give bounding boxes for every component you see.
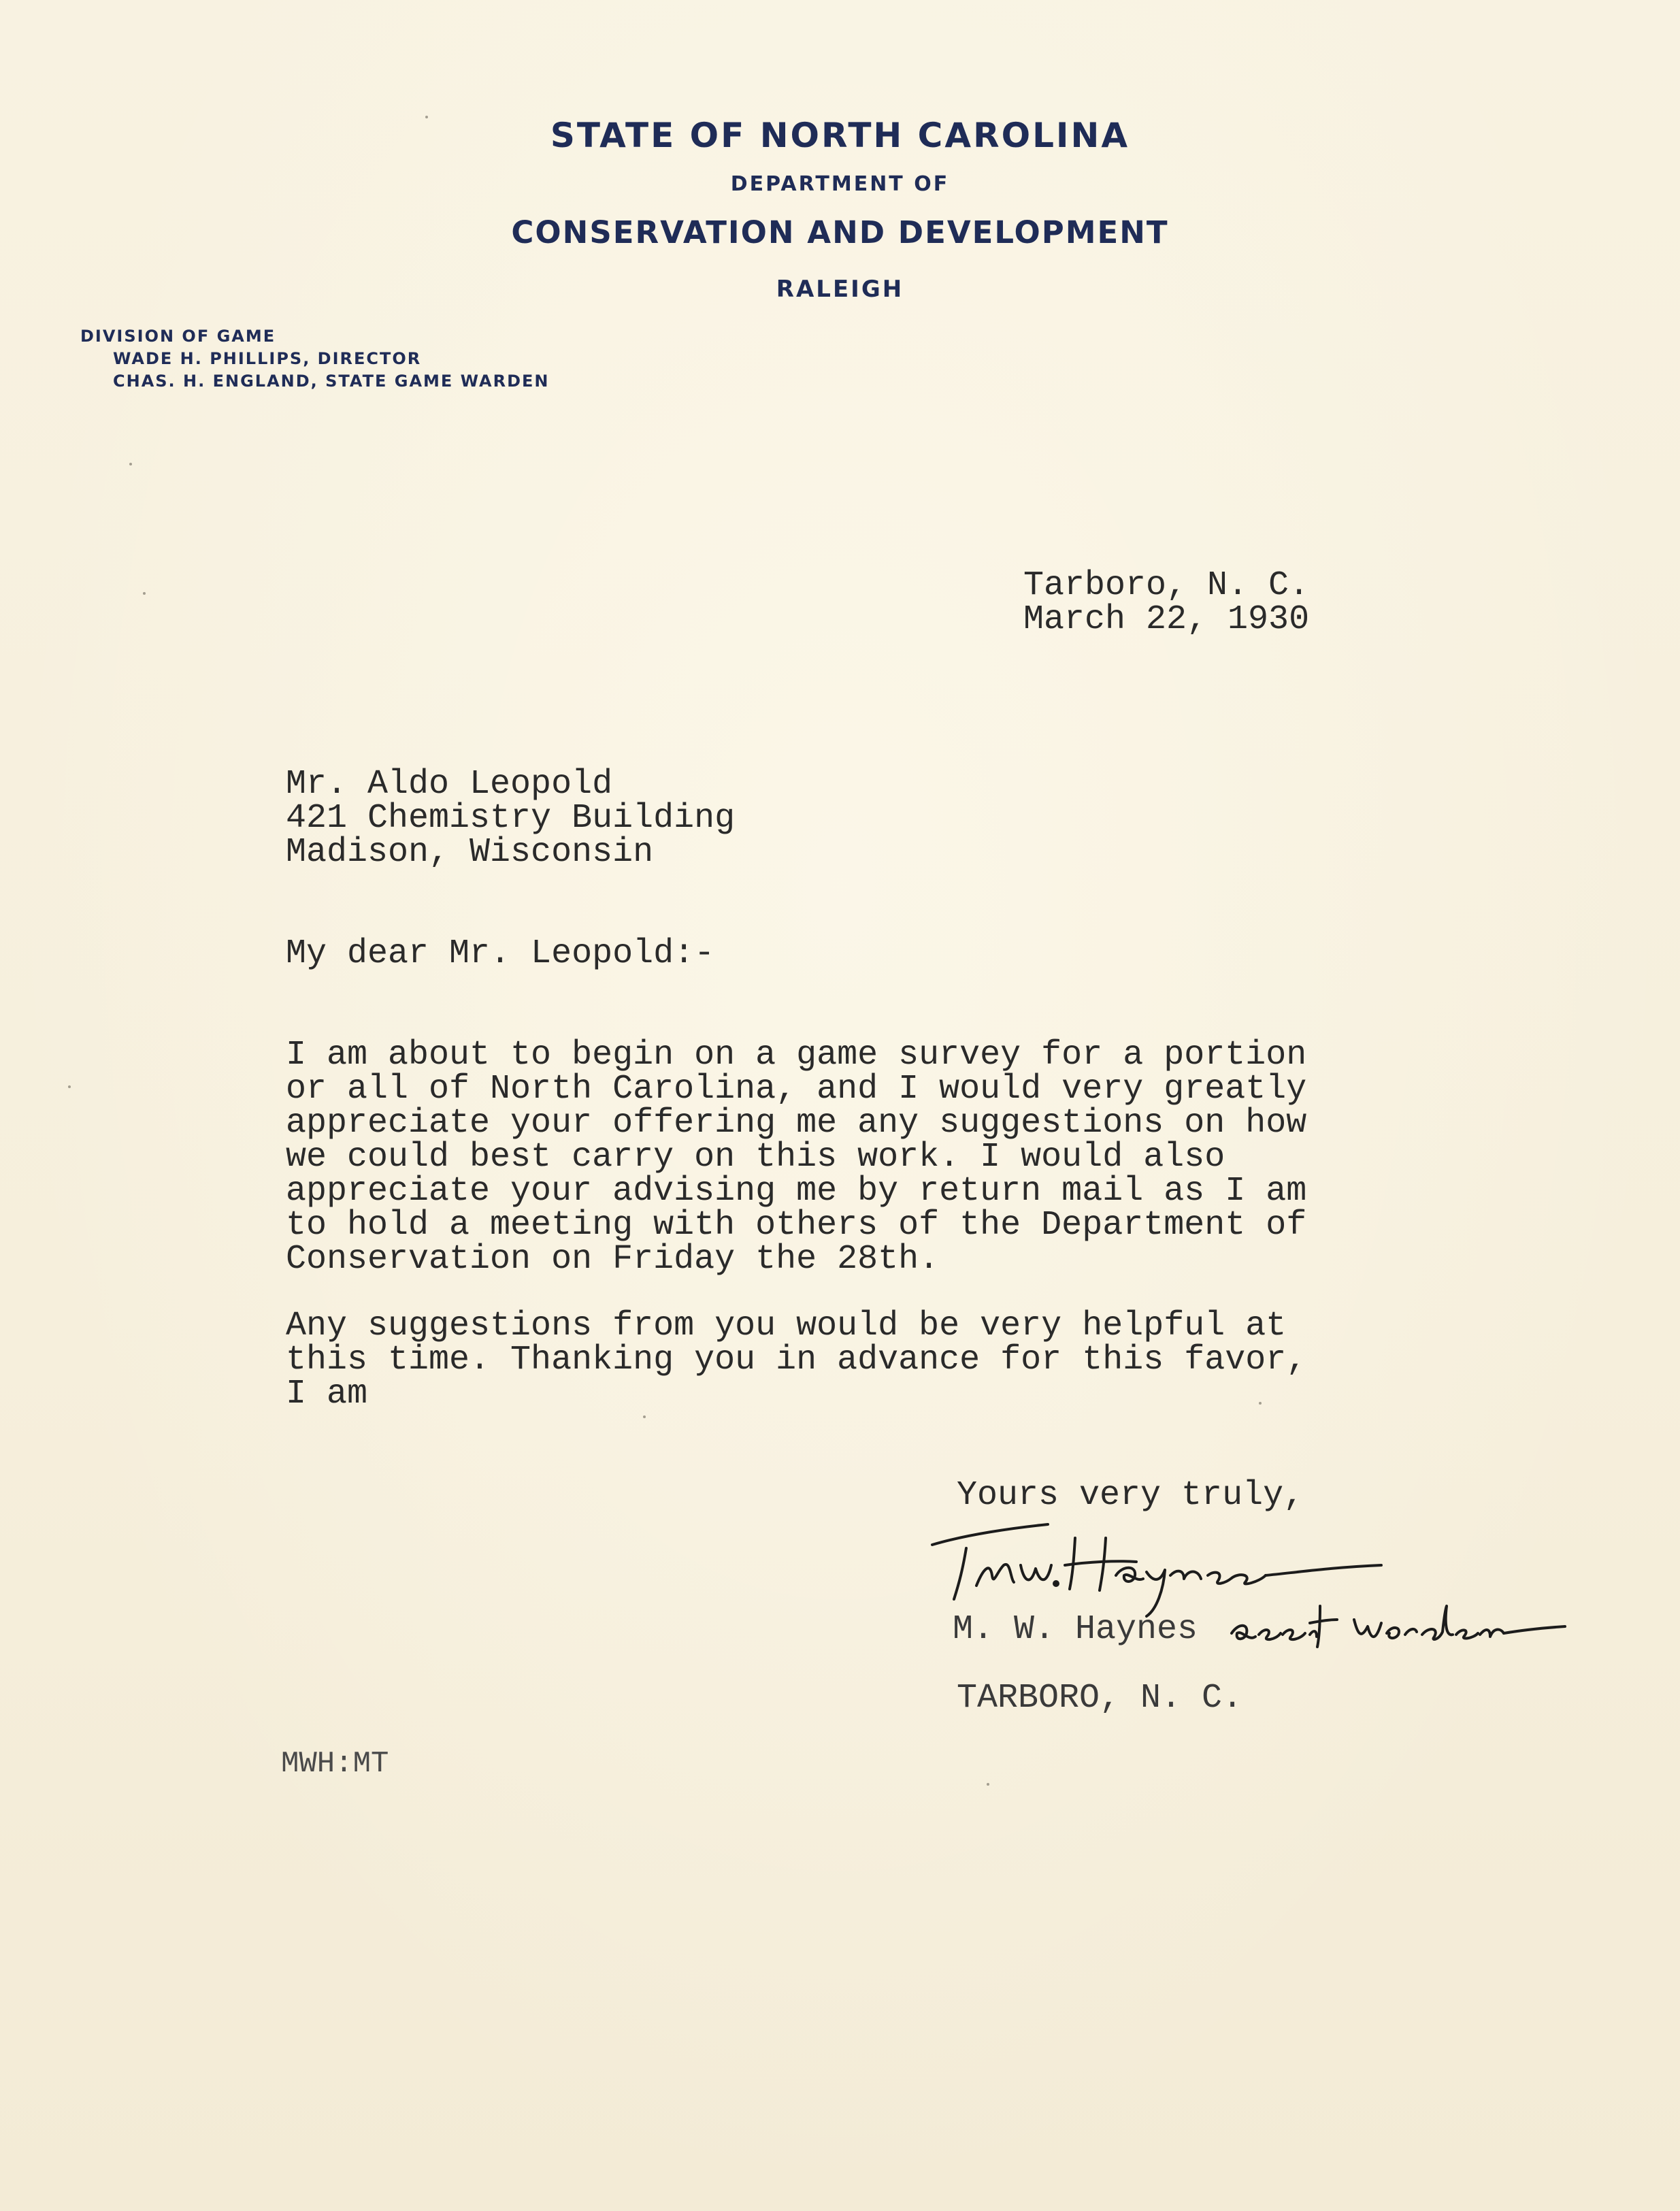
recipient-address bbox=[286, 765, 736, 872]
recipient-name: Mr. Aldo Leopold bbox=[286, 765, 613, 804]
division-name: DIVISION OF GAME bbox=[80, 327, 276, 346]
body-paragraph-2: Any suggestions from you would be very helpful at this time. Thanking you in advance for this favor, I am bbox=[286, 1307, 1307, 1413]
dateline-place: Tarboro, N. C. bbox=[1023, 566, 1310, 605]
division-director: WADE H. PHILLIPS, DIRECTOR bbox=[113, 349, 422, 368]
salutation: My dear Mr. Leopold:- bbox=[286, 934, 715, 973]
letterhead-department-of: DEPARTMENT OF bbox=[730, 172, 950, 196]
paper-speck bbox=[143, 592, 146, 595]
letterhead-division-block bbox=[80, 325, 550, 393]
typed-signature-name: M. W. Haynes bbox=[953, 1610, 1198, 1649]
paper-speck bbox=[1259, 1402, 1262, 1405]
signature-location: TARBORO, N. C. bbox=[957, 1679, 1243, 1718]
paper-speck bbox=[68, 1085, 71, 1088]
dateline bbox=[1023, 566, 1310, 639]
division-warden: CHAS. H. ENGLAND, STATE GAME WARDEN bbox=[113, 372, 550, 391]
complimentary-closing: Yours very truly, bbox=[957, 1476, 1304, 1515]
handwritten-title bbox=[1218, 1579, 1572, 1667]
recipient-city: Madison, Wisconsin bbox=[286, 833, 654, 872]
body-paragraph-1: I am about to begin on a game survey for a portion or all of North Carolina, and I would very greatly appreciate your offering me any suggestions on how we could best carry on this work. I would also appreciate your advising me by return mail as I am to hold a meeting with others of the Department of Conservation on Friday the 28th. bbox=[286, 1036, 1307, 1279]
paper-speck bbox=[425, 116, 428, 118]
letterhead-city: RALEIGH bbox=[776, 276, 904, 303]
paper-speck bbox=[129, 463, 132, 465]
reference-initials: MWH:MT bbox=[281, 1747, 389, 1781]
paper-speck bbox=[643, 1415, 646, 1418]
letterhead-department-name: CONSERVATION AND DEVELOPMENT bbox=[511, 214, 1169, 250]
recipient-street: 421 Chemistry Building bbox=[286, 799, 736, 838]
letterhead-state: STATE OF NORTH CAROLINA bbox=[550, 116, 1130, 155]
dateline-date: March 22, 1930 bbox=[1023, 600, 1310, 639]
paper-speck bbox=[987, 1783, 989, 1786]
